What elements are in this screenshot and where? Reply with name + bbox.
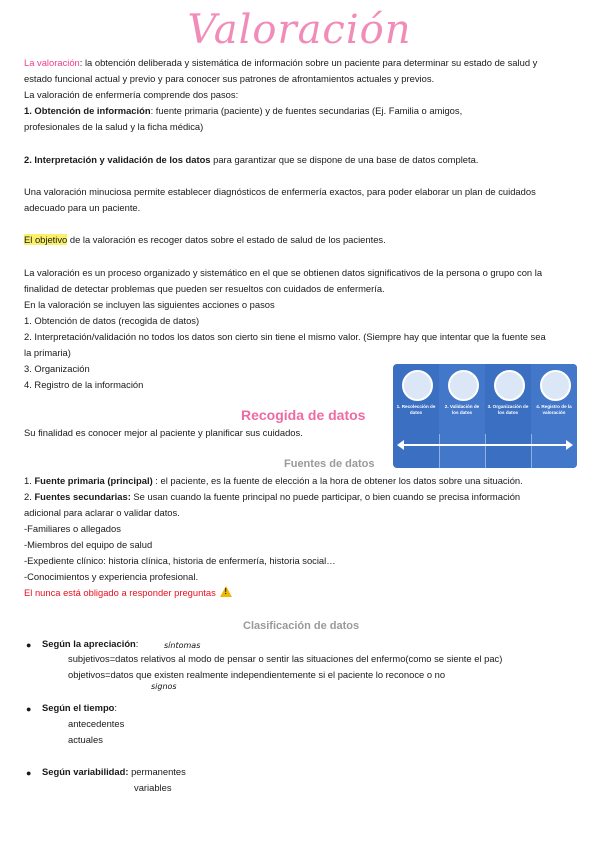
bullet-icon: ● [26, 640, 32, 650]
fuente-primaria [24, 473, 523, 489]
handnote-sintomas: síntomas [164, 641, 201, 650]
graphic-step-2-label: 2. Validación de los datos [444, 404, 480, 415]
graphic-step-1 [393, 364, 439, 468]
fuente-primaria-num: 1. [24, 475, 35, 486]
objetivo-text: de la valoración es recoger datos sobre el estado de salud de los pacientes. [67, 234, 386, 245]
clipboard-icon [402, 370, 433, 401]
intro-line-2: estado funcional actual y previo y para conocer sus patrones de afrontamientos actuales y previos. [24, 73, 435, 84]
tiempo-colon: : [114, 702, 118, 713]
fuente-list-item: -Expediente clínico: historia clínica, historia de enfermería, historia social… [24, 555, 336, 566]
intro-definition: : la obtención deliberada y sistemática de información sobre un paciente para determinar su estado de salud y [79, 57, 538, 68]
proceso-line-3: En la valoración se incluyen las siguientes acciones o pasos [24, 299, 275, 310]
fuente-list-item: -Miembros del equipo de salud [24, 539, 153, 550]
intro-line-3: La valoración de enfermería comprende dos pasos: [24, 89, 239, 100]
variabilidad-item: permanentes [131, 766, 186, 777]
step1-line [24, 103, 462, 119]
proceso-item-3: 3. Organización [24, 363, 90, 374]
tiempo-label [42, 700, 117, 716]
step1-text: : fuente primaria (paciente) y de fuentes secundarias (Ej. Familia o amigos, [150, 105, 463, 116]
objetivos-line: objetivos=datos que existen realmente independientemente si el paciente lo reconoce o no [68, 669, 446, 680]
fuente-primaria-text: : el paciente, es la fuente de elección a la hora de obtener los datos sobre una situación. [152, 475, 523, 486]
step2-line [24, 152, 478, 168]
fuente-secundaria [24, 489, 520, 505]
graphic-divider [439, 434, 440, 468]
fuente-secundaria-text: Se usan cuando la fuente principal no puede participar, o bien cuando se precisa información [130, 491, 521, 502]
step1-line-2: profesionales de la salud y la ficha médica) [24, 121, 204, 132]
fuente-secundaria-num: 2. [24, 491, 35, 502]
double-arrow-icon [403, 444, 567, 446]
graphic-divider [485, 434, 486, 468]
step2-label: 2. Interpretación y validación de los datos [24, 154, 211, 165]
variabilidad-line [42, 764, 186, 780]
subjetivos-line: subjetivos=datos relativos al modo de pensar o sentir las situaciones del enfermo(como se siente el pac) [68, 653, 503, 664]
bullet-icon: ● [26, 768, 32, 778]
recogida-text: Su finalidad es conocer mejor al paciente y planificar sus cuidados. [24, 427, 303, 438]
warning-text: El nunca está obligado a responder preguntas [24, 587, 216, 598]
variabilidad-item: variables [134, 782, 172, 793]
minuciosa-line-1: Una valoración minuciosa permite establecer diagnósticos de enfermería exactos, para poder elaborar un plan de cuidados [24, 186, 536, 197]
graphic-step-3 [485, 364, 531, 468]
tiempo-item: antecedentes [68, 718, 125, 729]
intro-term: La valoración [24, 57, 80, 68]
magnifier-icon [494, 370, 525, 401]
step2-text: para garantizar que se dispone de una base de datos completa. [210, 154, 479, 165]
bullet-icon: ● [26, 704, 32, 714]
pencil-icon [540, 370, 571, 401]
variabilidad-label: Según variabilidad: [42, 766, 129, 777]
fuente-secundaria-line-2: adicional para aclarar o validar datos. [24, 507, 180, 518]
graphic-step-4-label: 4. Registro de la valoración [536, 404, 572, 415]
tiempo-item: actuales [68, 734, 103, 745]
graphic-divider [531, 434, 532, 468]
proceso-item-2-cont: la primaria) [24, 347, 71, 358]
apreciacion-label [42, 636, 138, 652]
proceso-item-2: 2. Interpretación/validación no todos los datos son cierto sin tiene el mismo valor. (Siempre hay que intentar que la fuente sea [24, 331, 546, 342]
graphic-step-4 [531, 364, 577, 468]
handnote-signos: signos [151, 682, 177, 691]
proceso-item-1: 1. Obtención de datos (recogida de datos) [24, 315, 200, 326]
objetivo-line [24, 232, 386, 248]
apreciacion-label-text: Según la apreciación [42, 638, 136, 649]
fuente-list-item: -Conocimientos y experiencia profesional. [24, 571, 199, 582]
graphic-step-1-label: 1. Recolección de datos [396, 404, 436, 415]
intro-line-1 [24, 55, 537, 71]
proceso-line-1: La valoración es un proceso organizado y sistemático en el que se obtienen datos significativos de la persona o grupo con la [24, 267, 543, 278]
objetivo-highlight: El objetivo [24, 234, 68, 245]
fuente-list-item: -Familiares o allegados [24, 523, 121, 534]
minuciosa-line-2: adecuado para un paciente. [24, 202, 141, 213]
apreciacion-colon: : [135, 638, 139, 649]
page-title: Valoración [187, 7, 412, 53]
fuentes-heading: Fuentes de datos [284, 458, 375, 470]
tiempo-label-text: Según el tiempo [42, 702, 115, 713]
checklist-icon [448, 370, 479, 401]
warning-line [24, 585, 232, 601]
proceso-item-4: 4. Registro de la información [24, 379, 144, 390]
fuente-primaria-label: Fuente primaria (principal) [34, 475, 153, 486]
graphic-step-2 [439, 364, 485, 468]
proceso-line-2: finalidad de detectar problemas que pueden ser resueltos con cuidados de enfermería. [24, 283, 385, 294]
recogida-heading: Recogida de datos [241, 407, 366, 423]
valoracion-steps-graphic [393, 364, 577, 468]
step1-label: 1. Obtención de información [24, 105, 151, 116]
clasificacion-heading: Clasificación de datos [243, 620, 360, 632]
fuente-secundaria-label: Fuentes secundarias: [34, 491, 131, 502]
warning-icon: ! [220, 586, 232, 597]
graphic-step-3-label: 3. Organización de los datos [487, 404, 529, 415]
